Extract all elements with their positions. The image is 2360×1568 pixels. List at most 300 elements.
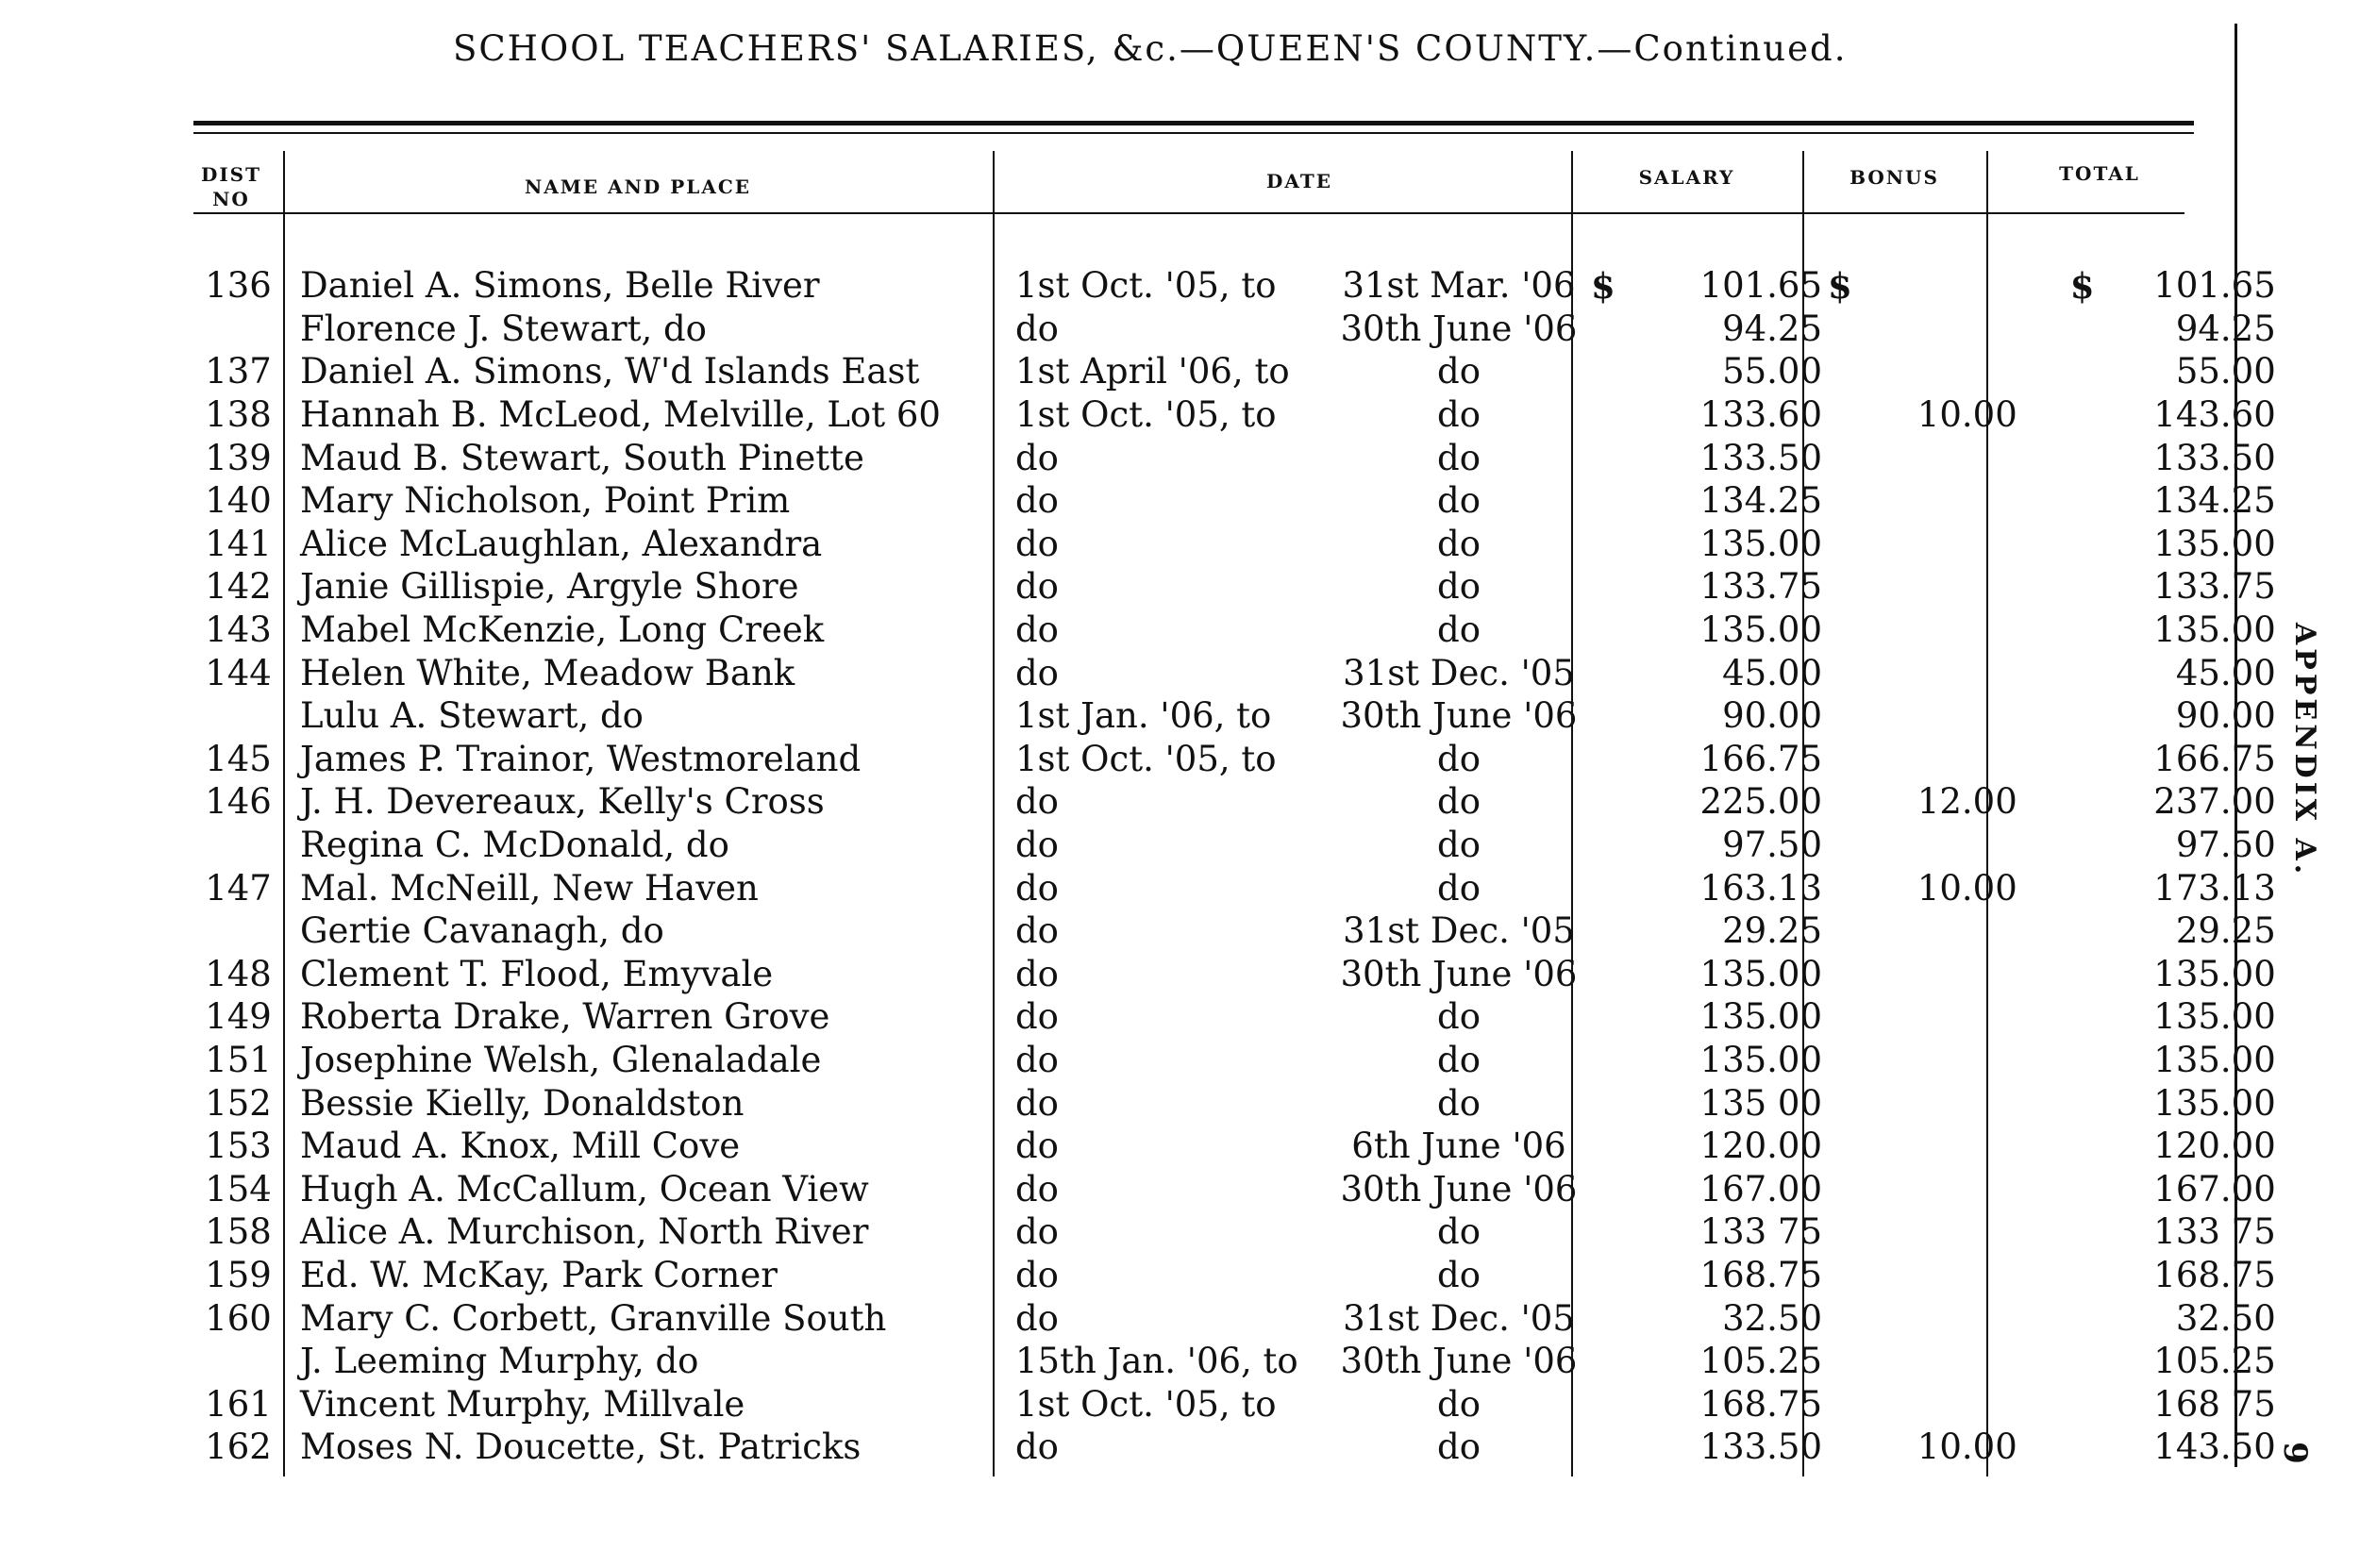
salary-currency-symbol xyxy=(1591,1125,1633,1168)
salary-currency-symbol xyxy=(1591,1210,1633,1254)
bonus-currency-symbol xyxy=(1828,824,1852,867)
name-place-cell: Mal. McNeill, New Haven xyxy=(300,867,759,909)
name-place-cell: J. Leeming Murphy, do xyxy=(300,1341,699,1382)
dist-cell: 137 xyxy=(205,351,272,392)
bonus-currency-symbol xyxy=(1828,1426,1852,1469)
date-to-cell: do xyxy=(1437,566,1481,608)
total-cell: 168 75 xyxy=(2153,1383,2276,1425)
dist-cell: 158 xyxy=(205,1211,272,1253)
bonus-currency-symbol xyxy=(1828,1167,1852,1210)
salary-cell: 163.13 xyxy=(1699,867,1822,909)
dist-cell: 146 xyxy=(205,781,272,823)
bonus-currency-symbol xyxy=(1828,350,1852,393)
total-cell: 120.00 xyxy=(2153,1126,2276,1167)
bonus-currency-symbol xyxy=(1828,1210,1852,1254)
table-row xyxy=(193,436,2278,479)
dist-cell: 139 xyxy=(205,437,272,478)
bonus-cell xyxy=(1852,308,2023,351)
name-place-cell: Clement T. Flood, Emyvale xyxy=(300,953,774,994)
date-to-cell: 31st Mar. '06 xyxy=(1342,265,1576,307)
salary-currency-symbol xyxy=(1591,350,1633,393)
bonus-currency-symbol xyxy=(1828,780,1852,824)
salary-cell: 94.25 xyxy=(1722,308,1822,349)
total-currency-symbol xyxy=(2023,1081,2125,1125)
dist-cell: 138 xyxy=(205,394,272,436)
date-from-cell: do xyxy=(1015,1168,1059,1209)
name-place-cell: Regina C. McDonald, do xyxy=(300,825,729,866)
dist-cell xyxy=(193,1340,283,1383)
total-cell: 143.50 xyxy=(2153,1426,2276,1468)
date-from-cell: 1st Oct. '05, to xyxy=(1015,394,1277,436)
date-from-cell: do xyxy=(1015,480,1059,522)
dist-cell: 162 xyxy=(205,1426,272,1468)
table-row xyxy=(193,1167,2278,1210)
bonus-cell xyxy=(1852,1081,2023,1125)
salary-currency-symbol xyxy=(1591,436,1633,479)
table-row xyxy=(193,1039,2278,1082)
date-to-cell: do xyxy=(1437,523,1481,564)
date-to-cell: 30th June '06 xyxy=(1340,695,1578,737)
salary-cell: 135.00 xyxy=(1699,523,1822,564)
date-from-cell: do xyxy=(1015,1126,1059,1167)
total-cell: 101.65 xyxy=(2153,265,2276,307)
table-row xyxy=(193,694,2278,738)
total-currency-symbol xyxy=(2023,1426,2125,1469)
date-to-cell: do xyxy=(1437,781,1481,823)
table-row xyxy=(193,1296,2278,1340)
total-cell: 90.00 xyxy=(2175,695,2276,737)
salary-currency-symbol xyxy=(1591,651,1633,694)
salary-cell: 134.25 xyxy=(1699,480,1822,522)
bonus-cell xyxy=(1852,1340,2023,1383)
date-to-cell: do xyxy=(1437,867,1481,909)
date-from-cell: do xyxy=(1015,1039,1059,1080)
dist-cell: 145 xyxy=(205,738,272,779)
bonus-currency-symbol xyxy=(1828,953,1852,996)
date-to-cell: do xyxy=(1437,437,1481,478)
dist-cell: 143 xyxy=(205,609,272,651)
date-to-cell: do xyxy=(1437,1426,1481,1468)
table-row xyxy=(193,1426,2278,1469)
dist-cell xyxy=(193,694,283,738)
salary-currency-symbol xyxy=(1591,780,1633,824)
bonus-currency-symbol xyxy=(1828,523,1852,566)
header-date: DATE xyxy=(1266,170,1332,192)
salary-currency-symbol xyxy=(1591,1081,1633,1125)
header-underline xyxy=(193,212,2184,214)
salary-cell: 168.75 xyxy=(1699,1383,1822,1425)
dist-cell: 161 xyxy=(205,1383,272,1425)
dist-cell: 160 xyxy=(205,1297,272,1339)
name-place-cell: Mary C. Corbett, Granville South xyxy=(300,1297,887,1339)
salary-currency-symbol xyxy=(1591,609,1633,652)
date-to-cell: 30th June '06 xyxy=(1340,953,1578,994)
salary-currency-symbol xyxy=(1591,694,1633,738)
dist-cell: 154 xyxy=(205,1168,272,1209)
salary-table xyxy=(193,264,2278,1469)
date-to-cell: 31st Dec. '05 xyxy=(1343,652,1575,693)
total-cell: 134.25 xyxy=(2153,480,2276,522)
bonus-cell xyxy=(1852,995,2023,1039)
total-currency-symbol xyxy=(2023,393,2125,437)
date-to-cell: 30th June '06 xyxy=(1340,1341,1578,1382)
total-cell: 135.00 xyxy=(2153,523,2276,564)
salary-currency-symbol xyxy=(1591,1167,1633,1210)
salary-currency-symbol xyxy=(1591,308,1633,351)
dist-cell: 149 xyxy=(205,996,272,1038)
bonus-currency-symbol xyxy=(1828,308,1852,351)
bonus-currency-symbol xyxy=(1828,436,1852,479)
salary-cell: 133.75 xyxy=(1699,566,1822,608)
salary-cell: 55.00 xyxy=(1722,351,1822,392)
total-currency-symbol xyxy=(2023,479,2125,523)
name-place-cell: Mary Nicholson, Point Prim xyxy=(300,480,791,522)
total-currency-symbol xyxy=(2023,780,2125,824)
date-to-cell: do xyxy=(1437,1383,1481,1425)
salary-currency-symbol xyxy=(1591,995,1633,1039)
table-row xyxy=(193,824,2278,867)
date-from-cell: do xyxy=(1015,996,1059,1038)
total-currency-symbol xyxy=(2023,1340,2125,1383)
bonus-cell xyxy=(1852,523,2023,566)
date-to-cell: do xyxy=(1437,394,1481,436)
name-place-cell: Alice A. Murchison, North River xyxy=(300,1211,869,1253)
salary-cell: 120.00 xyxy=(1699,1126,1822,1167)
total-currency-symbol xyxy=(2023,1210,2125,1254)
name-place-cell: Moses N. Doucette, St. Patricks xyxy=(300,1426,862,1468)
bonus-cell: 10.00 xyxy=(1916,867,2017,909)
salary-cell: 135 00 xyxy=(1699,1082,1822,1124)
bonus-cell xyxy=(1852,609,2023,652)
date-from-cell: do xyxy=(1015,1254,1059,1295)
table-row xyxy=(193,1210,2278,1254)
bonus-cell xyxy=(1852,1125,2023,1168)
date-from-cell: do xyxy=(1015,523,1059,564)
salary-cell: 133.50 xyxy=(1699,437,1822,478)
total-cell: 135.00 xyxy=(2153,609,2276,651)
date-to-cell: 31st Dec. '05 xyxy=(1343,1297,1575,1339)
bonus-currency-symbol xyxy=(1828,609,1852,652)
salary-cell: 133.60 xyxy=(1699,394,1822,436)
total-currency-symbol xyxy=(2023,953,2125,996)
name-place-cell: Daniel A. Simons, W'd Islands East xyxy=(300,351,920,392)
total-currency-symbol xyxy=(2023,1125,2125,1168)
total-cell: 143.60 xyxy=(2153,394,2276,436)
total-cell: 29.25 xyxy=(2175,910,2276,952)
header-dist: DIST NO xyxy=(200,163,262,210)
date-from-cell: do xyxy=(1015,652,1059,693)
name-place-cell: Mabel McKenzie, Long Creek xyxy=(300,609,825,651)
name-place-cell: Vincent Murphy, Millvale xyxy=(300,1383,745,1425)
date-to-cell: do xyxy=(1437,996,1481,1038)
total-currency-symbol xyxy=(2023,1382,2125,1426)
total-currency-symbol xyxy=(2023,1167,2125,1210)
bonus-currency-symbol xyxy=(1828,1340,1852,1383)
dist-cell: 136 xyxy=(205,265,272,307)
dist-cell: 159 xyxy=(205,1254,272,1295)
table-row xyxy=(193,995,2278,1039)
date-to-cell: do xyxy=(1437,738,1481,779)
total-currency-symbol xyxy=(2023,824,2125,867)
bonus-currency-symbol: $ xyxy=(1828,264,1852,307)
bonus-currency-symbol xyxy=(1828,1039,1852,1082)
total-currency-symbol xyxy=(2023,694,2125,738)
bonus-currency-symbol xyxy=(1828,1081,1852,1125)
date-to-cell: 30th June '06 xyxy=(1340,1168,1578,1209)
salary-currency-symbol xyxy=(1591,909,1633,953)
total-currency-symbol xyxy=(2023,1039,2125,1082)
total-cell: 237.00 xyxy=(2153,781,2276,823)
date-to-cell: 30th June '06 xyxy=(1340,308,1578,349)
salary-cell: 135.00 xyxy=(1699,609,1822,651)
bonus-cell xyxy=(1852,350,2023,393)
table-row xyxy=(193,264,2278,308)
date-to-cell: do xyxy=(1437,1211,1481,1253)
total-currency-symbol xyxy=(2023,308,2125,351)
bonus-cell xyxy=(1852,565,2023,609)
total-cell: 167.00 xyxy=(2153,1168,2276,1209)
salary-cell: 45.00 xyxy=(1722,652,1822,693)
header-total: TOTAL xyxy=(2059,162,2140,185)
dist-cell: 148 xyxy=(205,953,272,994)
salary-cell: 90.00 xyxy=(1722,695,1822,737)
date-from-cell: 15th Jan. '06, to xyxy=(1015,1341,1298,1382)
date-to-cell: 31st Dec. '05 xyxy=(1343,910,1575,952)
salary-cell: 97.50 xyxy=(1722,825,1822,866)
bonus-cell xyxy=(1852,436,2023,479)
bonus-currency-symbol xyxy=(1828,909,1852,953)
salary-currency-symbol xyxy=(1591,1382,1633,1426)
salary-currency-symbol xyxy=(1591,479,1633,523)
name-place-cell: Maud B. Stewart, South Pinette xyxy=(300,437,864,478)
salary-currency-symbol: $ xyxy=(1591,264,1615,307)
bonus-cell xyxy=(1852,953,2023,996)
table-row xyxy=(193,1382,2278,1426)
date-to-cell: do xyxy=(1437,1039,1481,1080)
date-from-cell: do xyxy=(1015,609,1059,651)
total-cell: 32.50 xyxy=(2175,1297,2276,1339)
salary-cell: 133.50 xyxy=(1699,1426,1822,1468)
table-row xyxy=(193,308,2278,351)
salary-currency-symbol xyxy=(1591,1296,1633,1340)
page-number: 9 xyxy=(2275,1442,2314,1464)
date-from-cell: 1st Oct. '05, to xyxy=(1015,1383,1277,1425)
date-from-cell: do xyxy=(1015,1082,1059,1124)
total-cell: 168.75 xyxy=(2153,1254,2276,1295)
salary-currency-symbol xyxy=(1591,953,1633,996)
bonus-cell xyxy=(1852,1254,2023,1297)
bonus-cell xyxy=(1852,1167,2023,1210)
table-row xyxy=(193,738,2278,781)
bonus-cell xyxy=(1852,824,2023,867)
salary-currency-symbol xyxy=(1591,393,1633,437)
bonus-cell xyxy=(1852,479,2023,523)
total-cell: 135.00 xyxy=(2153,953,2276,994)
date-from-cell: do xyxy=(1015,953,1059,994)
bonus-currency-symbol xyxy=(1828,1254,1852,1297)
thin-rule xyxy=(193,132,2194,134)
header-name: NAME AND PLACE xyxy=(524,175,752,198)
date-from-cell: do xyxy=(1015,781,1059,823)
bonus-currency-symbol xyxy=(1828,651,1852,694)
date-from-cell: do xyxy=(1015,825,1059,866)
date-from-cell: do xyxy=(1015,910,1059,952)
bonus-currency-symbol xyxy=(1828,565,1852,609)
table-row xyxy=(193,1081,2278,1125)
salary-cell: 135.00 xyxy=(1699,953,1822,994)
date-to-cell: do xyxy=(1437,609,1481,651)
date-to-cell: do xyxy=(1437,1082,1481,1124)
table-row xyxy=(193,523,2278,566)
total-currency-symbol xyxy=(2023,565,2125,609)
bonus-currency-symbol xyxy=(1828,393,1852,437)
bonus-cell: 10.00 xyxy=(1916,1426,2017,1468)
table-row xyxy=(193,1125,2278,1168)
bonus-currency-symbol xyxy=(1828,1296,1852,1340)
total-currency-symbol xyxy=(2023,651,2125,694)
name-place-cell: Daniel A. Simons, Belle River xyxy=(300,265,820,307)
total-cell: 133.75 xyxy=(2153,566,2276,608)
total-currency-symbol: $ xyxy=(2069,264,2095,307)
total-cell: 94.25 xyxy=(2175,308,2276,349)
name-place-cell: Josephine Welsh, Glenaladale xyxy=(300,1039,822,1080)
salary-currency-symbol xyxy=(1591,523,1633,566)
table-row xyxy=(193,780,2278,824)
table-row xyxy=(193,651,2278,694)
name-place-cell: Helen White, Meadow Bank xyxy=(300,652,795,693)
dist-cell xyxy=(193,909,283,953)
total-cell: 105.25 xyxy=(2153,1341,2276,1382)
table-row xyxy=(193,1340,2278,1383)
total-currency-symbol xyxy=(2023,436,2125,479)
total-currency-symbol xyxy=(2023,738,2125,781)
total-currency-symbol xyxy=(2023,1254,2125,1297)
page-title: SCHOOL TEACHERS' SALARIES, &c.—QUEEN'S COUNTY.—Continued. xyxy=(453,28,1848,69)
total-cell: 135.00 xyxy=(2153,1082,2276,1124)
salary-cell: 32.50 xyxy=(1722,1297,1822,1339)
bonus-cell xyxy=(1852,738,2023,781)
bonus-cell xyxy=(1852,1210,2023,1254)
date-from-cell: do xyxy=(1015,437,1059,478)
bonus-cell: 12.00 xyxy=(1916,781,2017,823)
table-row xyxy=(193,609,2278,652)
date-to-cell: do xyxy=(1437,825,1481,866)
date-to-cell: 6th June '06 xyxy=(1351,1126,1566,1167)
total-cell: 133 75 xyxy=(2153,1211,2276,1253)
name-place-cell: Bessie Kielly, Donaldston xyxy=(300,1082,745,1124)
total-currency-symbol xyxy=(2023,909,2125,953)
date-from-cell: do xyxy=(1015,1297,1059,1339)
salary-cell: 167.00 xyxy=(1699,1168,1822,1209)
total-cell: 97.50 xyxy=(2175,825,2276,866)
dist-cell: 141 xyxy=(205,523,272,564)
total-cell: 135.00 xyxy=(2153,996,2276,1038)
name-place-cell: Florence J. Stewart, do xyxy=(300,308,707,349)
bonus-cell xyxy=(1852,909,2023,953)
name-place-cell: Gertie Cavanagh, do xyxy=(300,910,664,952)
bonus-currency-symbol xyxy=(1828,1125,1852,1168)
name-place-cell: Janie Gillispie, Argyle Shore xyxy=(300,566,799,608)
bonus-cell xyxy=(1852,264,2023,308)
total-cell: 166.75 xyxy=(2153,738,2276,779)
dist-cell: 140 xyxy=(205,480,272,522)
bonus-currency-symbol xyxy=(1828,1382,1852,1426)
total-cell: 135.00 xyxy=(2153,1039,2276,1080)
total-currency-symbol xyxy=(2023,523,2125,566)
date-to-cell: do xyxy=(1437,351,1481,392)
bonus-currency-symbol xyxy=(1828,479,1852,523)
date-from-cell: do xyxy=(1015,308,1059,349)
table-row xyxy=(193,565,2278,609)
name-place-cell: Lulu A. Stewart, do xyxy=(300,695,644,737)
table-row xyxy=(193,479,2278,523)
total-currency-symbol xyxy=(2023,350,2125,393)
date-from-cell: do xyxy=(1015,1426,1059,1468)
bonus-cell xyxy=(1852,651,2023,694)
bonus-cell xyxy=(1852,1296,2023,1340)
dist-cell xyxy=(193,824,283,867)
date-from-cell: do xyxy=(1015,867,1059,909)
dist-cell: 152 xyxy=(205,1082,272,1124)
salary-currency-symbol xyxy=(1591,866,1633,909)
dist-cell: 142 xyxy=(205,566,272,608)
total-cell: 133.50 xyxy=(2153,437,2276,478)
date-from-cell: 1st Oct. '05, to xyxy=(1015,265,1277,307)
salary-cell: 101.65 xyxy=(1699,265,1822,307)
total-currency-symbol xyxy=(2023,866,2125,909)
bonus-currency-symbol xyxy=(1828,866,1852,909)
date-to-cell: do xyxy=(1437,1254,1481,1295)
dist-cell xyxy=(193,308,283,351)
total-currency-symbol xyxy=(2023,995,2125,1039)
date-from-cell: 1st Jan. '06, to xyxy=(1015,695,1272,737)
bonus-cell xyxy=(1852,1382,2023,1426)
salary-currency-symbol xyxy=(1591,1254,1633,1297)
total-cell: 173.13 xyxy=(2153,867,2276,909)
salary-currency-symbol xyxy=(1591,824,1633,867)
name-place-cell: Hugh A. McCallum, Ocean View xyxy=(300,1168,869,1209)
salary-currency-symbol xyxy=(1591,1426,1633,1469)
salary-cell: 168.75 xyxy=(1699,1254,1822,1295)
total-currency-symbol xyxy=(2023,1296,2125,1340)
bonus-cell: 10.00 xyxy=(1916,394,2017,436)
salary-currency-symbol xyxy=(1591,1039,1633,1082)
date-from-cell: do xyxy=(1015,1211,1059,1253)
table-row xyxy=(193,1254,2278,1297)
name-place-cell: James P. Trainor, Westmoreland xyxy=(300,738,862,779)
salary-currency-symbol xyxy=(1591,738,1633,781)
date-from-cell: 1st Oct. '05, to xyxy=(1015,738,1277,779)
bonus-currency-symbol xyxy=(1828,995,1852,1039)
dist-cell: 151 xyxy=(205,1039,272,1080)
salary-cell: 166.75 xyxy=(1699,738,1822,779)
dist-cell: 144 xyxy=(205,652,272,693)
salary-cell: 133 75 xyxy=(1699,1211,1822,1253)
salary-currency-symbol xyxy=(1591,565,1633,609)
salary-cell: 29.25 xyxy=(1722,910,1822,952)
salary-cell: 135.00 xyxy=(1699,1039,1822,1080)
salary-cell: 225.00 xyxy=(1699,781,1822,823)
bonus-currency-symbol xyxy=(1828,694,1852,738)
date-to-cell: do xyxy=(1437,480,1481,522)
dist-cell: 153 xyxy=(205,1126,272,1167)
total-cell: 55.00 xyxy=(2175,351,2276,392)
table-row xyxy=(193,393,2278,437)
dist-cell: 147 xyxy=(205,867,272,909)
header-bonus: BONUS xyxy=(1850,166,1939,189)
date-from-cell: do xyxy=(1015,566,1059,608)
table-row xyxy=(193,350,2278,393)
